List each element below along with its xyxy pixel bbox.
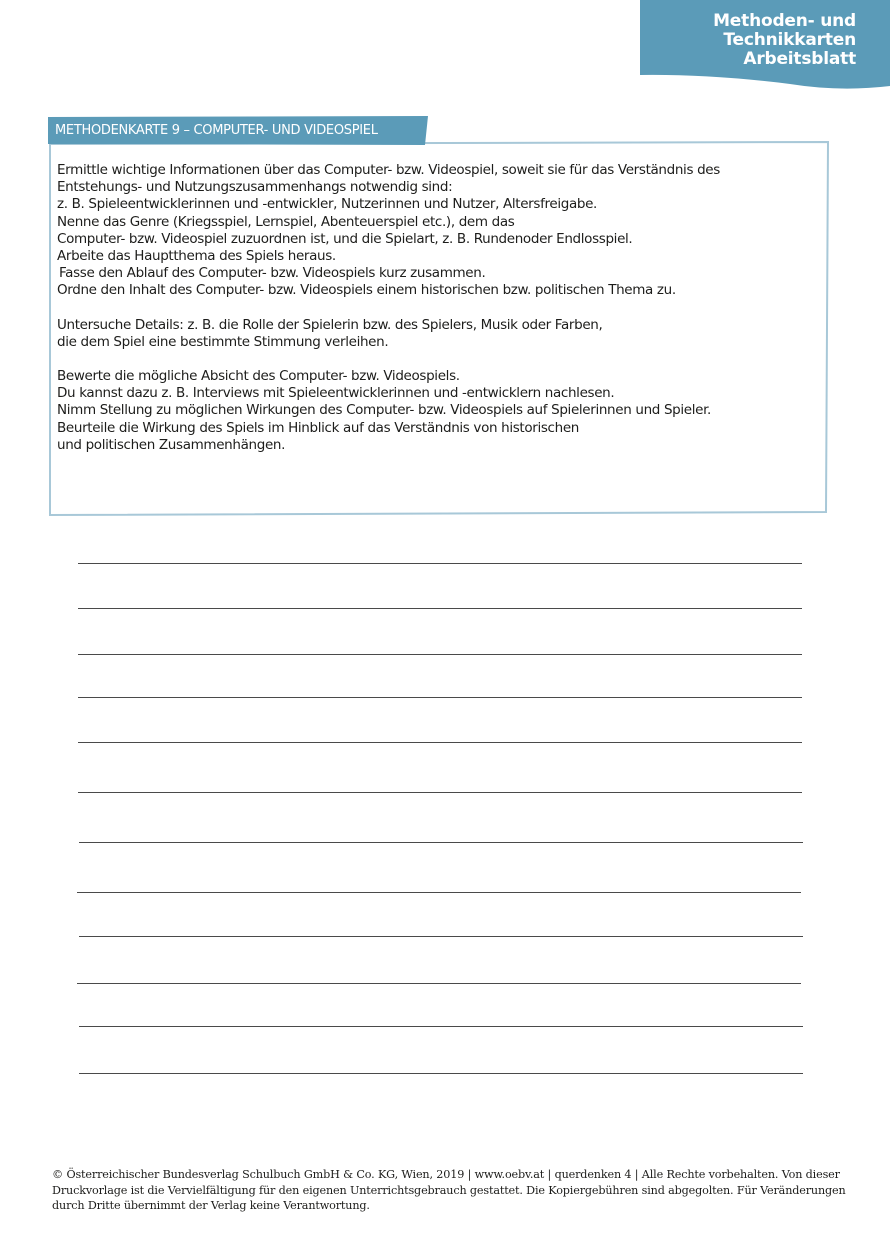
instruction-line: Ermittle wichtige Informationen über das Computer- bzw. Videospiel, soweit sie für das Verständnis des	[57, 162, 720, 178]
footer-line: © Österreichischer Bundesverlag Schulbuch GmbH & Co. KG, Wien, 2019 | www.oebv.at | querdenken 4 | Alle Rechte vorbehalten. Von dieser	[52, 1168, 840, 1181]
corner-title-line: Technikkarten	[723, 30, 856, 50]
instruction-line: die dem Spiel eine bestimmte Stimmung verleihen.	[57, 333, 389, 350]
instruction-line: Arbeite das Hauptthema des Spiels heraus.	[57, 248, 336, 265]
method-card-body	[57, 162, 807, 471]
footer-line: Druckvorlage ist die Vervielfältigung für den eigenen Unterrichtsgebrauch gestattet. Die Kopiergebühren sind abgegolten. Für Veränderungen	[52, 1183, 846, 1197]
corner-title-line: Arbeitsblatt	[743, 49, 856, 69]
method-card-header	[48, 116, 428, 145]
instruction-line: Nenne das Genre (Kriegsspiel, Lernspiel, Abenteuerspiel etc.), dem das	[57, 213, 515, 230]
writing-line[interactable]	[79, 936, 803, 937]
instruction-line: Entstehungs- und Nutzungszusammenhangs notwendig sind:	[57, 179, 453, 196]
writing-line[interactable]	[78, 608, 802, 609]
instruction-line: Nimm Stellung zu möglichen Wirkungen des Computer- bzw. Videospiels auf Spielerinnen und Spieler.	[57, 402, 711, 419]
instruction-line: Beurteile die Wirkung des Spiels im Hinblick auf das Verständnis von historischen	[57, 419, 579, 436]
instruction-line: z. B. Spieleentwicklerinnen und -entwickler, Nutzerinnen und Nutzer, Altersfreigabe.	[57, 196, 597, 213]
writing-line[interactable]	[78, 742, 802, 743]
writing-line[interactable]	[79, 842, 803, 843]
corner-title-line: Methoden- und	[713, 11, 856, 31]
copyright-footer	[52, 1167, 846, 1214]
writing-line[interactable]	[78, 563, 802, 564]
instruction-line: Du kannst dazu z. B. Interviews mit Spieleentwicklerinnen und -entwicklern nachlesen.	[57, 385, 615, 402]
instruction-line: Bewerte die mögliche Absicht des Computer- bzw. Videospiels.	[57, 368, 460, 385]
writing-line[interactable]	[78, 792, 802, 793]
instruction-paragraph	[57, 317, 807, 351]
instruction-line: Ordne den Inhalt des Computer- bzw. Videospiels einem historischen bzw. politischen Thema zu.	[57, 282, 676, 299]
writing-line[interactable]	[78, 654, 802, 655]
worksheet-type-title	[713, 12, 856, 69]
answer-writing-area[interactable]	[76, 540, 806, 1080]
instruction-paragraph	[57, 162, 807, 300]
footer-line: durch Dritte übernimmt der Verlag keine Verantwortung.	[52, 1199, 370, 1212]
instruction-paragraph	[57, 368, 807, 454]
writing-line[interactable]	[79, 1026, 803, 1027]
instruction-line: Fasse den Ablauf des Computer- bzw. Videospiels kurz zusammen.	[59, 265, 486, 282]
method-card-title: METHODENKARTE 9 – COMPUTER- UND VIDEOSPIEL	[55, 123, 378, 138]
instruction-line: und politischen Zusammenhängen.	[57, 436, 286, 453]
writing-line[interactable]	[77, 892, 801, 893]
writing-line[interactable]	[79, 1073, 803, 1074]
instruction-line: Computer- bzw. Videospiel zuzuordnen ist, und die Spielart, z. B. Rundenoder Endlosspiel.	[57, 230, 633, 247]
writing-line[interactable]	[77, 983, 801, 984]
writing-line[interactable]	[78, 697, 802, 698]
instruction-line: Untersuche Details: z. B. die Rolle der Spielerin bzw. des Spielers, Musik oder Farben,	[57, 316, 603, 333]
